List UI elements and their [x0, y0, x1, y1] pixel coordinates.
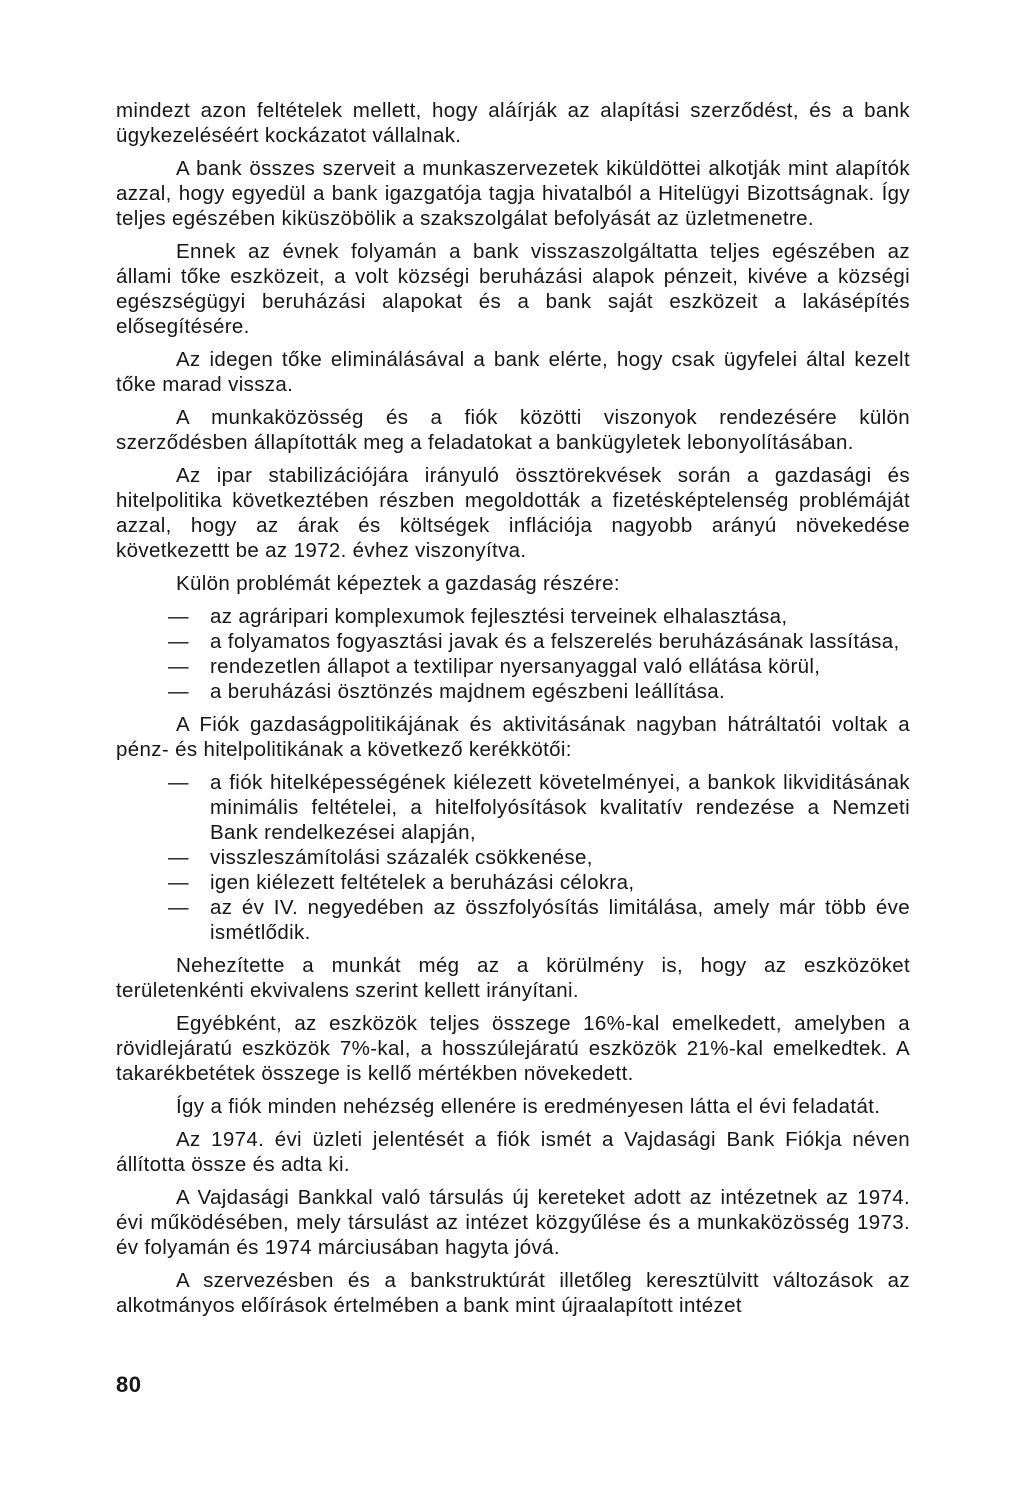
- page-body: [116, 98, 910, 1326]
- dash-mark: —: [168, 896, 189, 919]
- paragraph-13: A Vajdasági Bankkal való társulás új kereteket adott az intézetnek az 1974. évi működésében, mely társulást az intézet közgyűlése és a munkaközösség 1973. év folyamán és 1974 márciusában hagyta jóvá.: [116, 1186, 910, 1259]
- dash-mark: —: [168, 871, 189, 894]
- list-item: [116, 604, 910, 629]
- paragraph-9: Nehezítette a munkát még az a körülmény is, hogy az eszközöket területenkénti ekvivalens szerint kellett irányítani.: [116, 954, 910, 1002]
- list-item: [116, 679, 910, 704]
- list-item-text: rendezetlen állapot a textilipar nyersanyaggal való ellátása körül,: [210, 655, 821, 678]
- dash-mark: —: [168, 630, 189, 653]
- paragraph-14: A szervezésben és a bankstruktúrát illetőleg keresztülvitt változások az alkotmányos előírások értelmében a bank mint újraalapított intézet: [116, 1269, 910, 1317]
- obstacle-list: [116, 770, 910, 945]
- paragraph-10: Egyébként, az eszközök teljes összege 16%-kal emelkedett, amelyben a rövidlejáratú eszközök 7%-kal, a hosszúlejáratú eszközök 21%-kal emelkedtek. A takarékbetétek összege is kellő mértékben növekedett.: [116, 1012, 910, 1085]
- list-item-text: a fiók hitelképességének kiélezett követelményei, a bankok likviditásának minimális feltételei, a hitelfolyósítások kvalitatív rendezése a Nemzeti Bank rendelkezései alapján,: [210, 771, 910, 844]
- list-item: [116, 870, 910, 895]
- problem-list: [116, 604, 910, 704]
- dash-mark: —: [168, 680, 189, 703]
- list-item: [116, 770, 910, 845]
- list-item: [116, 654, 910, 679]
- list-item-text: az év IV. negyedében az összfolyósítás limitálása, amely már több éve ismétlődik.: [210, 896, 910, 944]
- paragraph-1: mindezt azon feltételek mellett, hogy aláírják az alapítási szerződést, és a bank ügykezeléséért kockázatot vállalnak.: [116, 99, 910, 147]
- dash-mark: —: [168, 846, 189, 869]
- list-item-text: igen kiélezett feltételek a beruházási célokra,: [210, 871, 635, 894]
- paragraph-5: A munkaközösség és a fiók közötti viszonyok rendezésére külön szerződésben állapították meg a feladatokat a bankügyletek lebonyolításában.: [116, 406, 910, 454]
- list-item: [116, 629, 910, 654]
- list-item: [116, 895, 910, 945]
- paragraph-8: A Fiók gazdaságpolitikájának és aktivitásának nagyban hátráltatói voltak a pénz- és hitelpolitikának a következő kerékkötői:: [116, 713, 910, 761]
- paragraph-6: Az ipar stabilizációjára irányuló össztörekvések során a gazdasági és hitelpolitika következtében részben megoldották a fizetésképtelenség problémáját azzal, hogy az árak és költségek inflációja nagyobb arányú növekedése következettt be az 1972. évhez viszonyítva.: [116, 464, 910, 562]
- paragraph-2: A bank összes szerveit a munkaszervezetek kiküldöttei alkotják mint alapítók azzal, hogy egyedül a bank igazgatója tagja hivatalból a Hitelügyi Bizottságnak. Így teljes egészében kiküszöbölik a szakszolgálat befolyását az üzletmenetre.: [116, 157, 910, 230]
- list-item-text: a beruházási ösztönzés majdnem egészbeni leállítása.: [210, 680, 726, 703]
- page-number: 80: [116, 1372, 142, 1397]
- list-item-text: visszleszámítolási százalék csökkenése,: [210, 846, 593, 869]
- paragraph-4: Az idegen tőke eliminálásával a bank elérte, hogy csak ügyfelei által kezelt tőke marad vissza.: [116, 348, 910, 396]
- list-item-text: az agráripari komplexumok fejlesztési terveinek elhalasztása,: [210, 605, 788, 628]
- dash-mark: —: [168, 655, 189, 678]
- dash-mark: —: [168, 605, 189, 628]
- paragraph-12: Az 1974. évi üzleti jelentését a fiók ismét a Vajdasági Bank Fiókja néven állította össze és adta ki.: [116, 1128, 910, 1176]
- paragraph-3: Ennek az évnek folyamán a bank visszaszolgáltatta teljes egészében az állami tőke eszközeit, a volt községi beruházási alapok pénzeit, kivéve a községi egészségügyi beruházási alapokat és a bank saját eszközeit a lakásépítés elősegítésére.: [116, 240, 910, 338]
- paragraph-11: Így a fiók minden nehézség ellenére is eredményesen látta el évi feladatát.: [176, 1095, 881, 1118]
- list-item: [116, 845, 910, 870]
- list-item-text: a folyamatos fogyasztási javak és a felszerelés beruházásának lassítása,: [210, 630, 900, 653]
- paragraph-7: Külön problémát képeztek a gazdaság részére:: [176, 572, 620, 595]
- dash-mark: —: [168, 771, 189, 794]
